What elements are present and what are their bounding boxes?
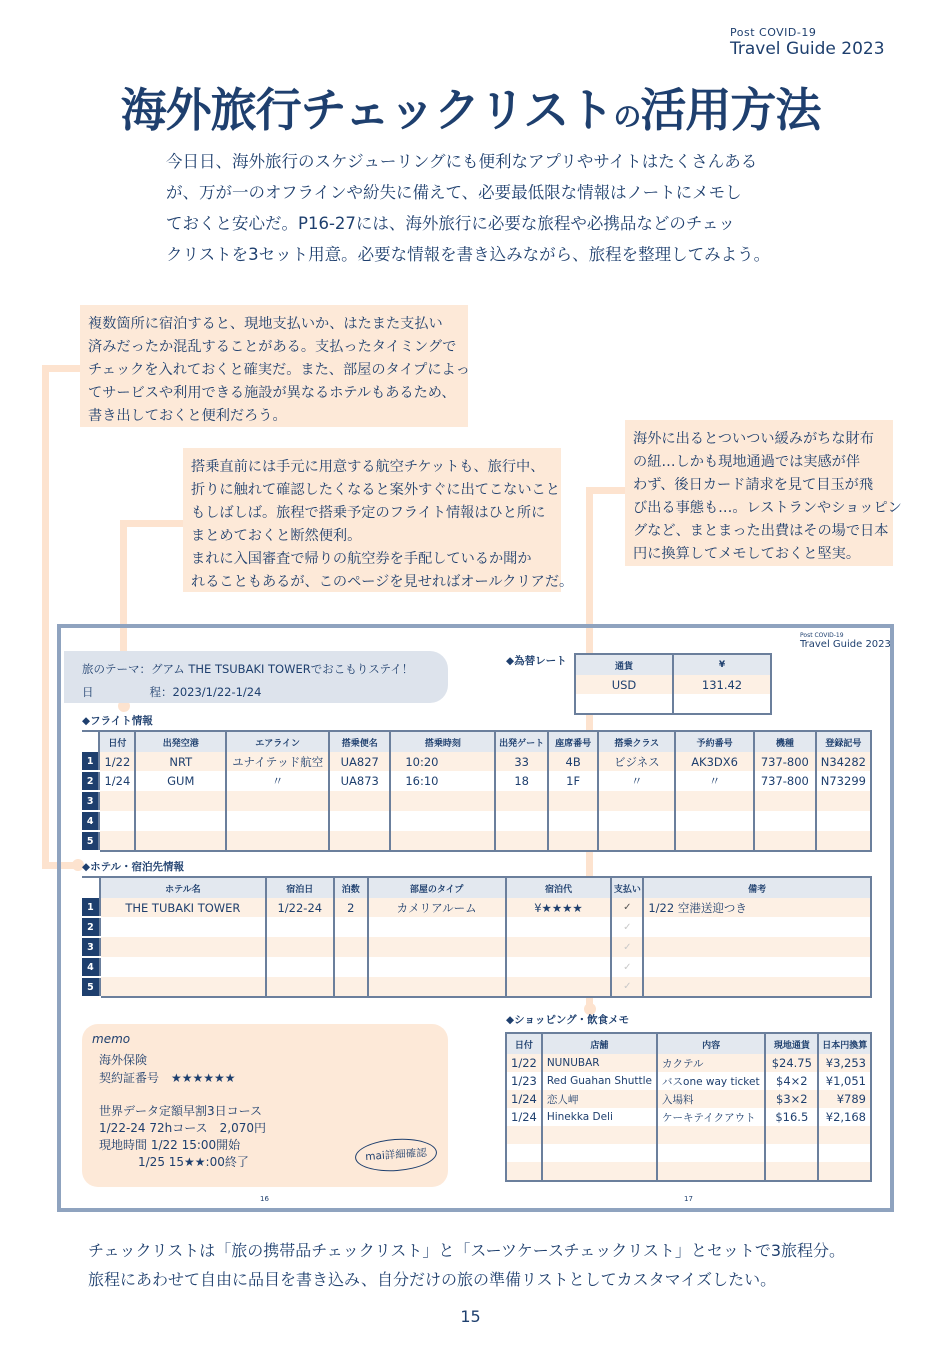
shopping-cell[interactable]: $16.5 (765, 1108, 818, 1126)
callout-shopping (625, 420, 902, 566)
shopping-cell[interactable] (818, 1126, 871, 1144)
rate-row (575, 694, 771, 714)
shopping-cell[interactable] (542, 1144, 657, 1162)
footer-line: チェックリストは「旅の携帯品チェックリスト」と「スーツケースチェックリスト」とセットで3旅程分。 (88, 1241, 846, 1260)
hotel-header: 支払い (611, 877, 643, 898)
paid-checkbox[interactable]: ✓ (611, 977, 643, 997)
hotel-row (82, 957, 871, 977)
rate-cell[interactable] (673, 694, 771, 714)
flight-row (82, 811, 871, 831)
shopping-row (506, 1108, 871, 1126)
rate-cell[interactable]: USD (575, 675, 673, 694)
hotel-cell[interactable] (334, 977, 368, 997)
brand-mark (730, 27, 885, 58)
dates-label-a: 日 (82, 685, 94, 699)
flight-cell[interactable] (675, 791, 754, 811)
rate-header: ¥ (673, 654, 771, 675)
shopping-cell[interactable]: 恋人岬 (542, 1090, 657, 1108)
shopping-row (506, 1162, 871, 1181)
flight-header: エアライン (226, 731, 329, 752)
flight-cell[interactable]: 〃 (675, 771, 754, 791)
hotel-cell[interactable] (643, 957, 871, 977)
hotel-cell[interactable] (100, 977, 266, 997)
flight-section-label: ◆フライト情報 (82, 715, 153, 727)
callout-line: もしばしば。旅程で搭乗予定のフライト情報はひと所に (191, 505, 546, 521)
page-number: 15 (460, 1307, 481, 1326)
sheet-page-left: 16 (260, 1195, 269, 1203)
hotel-row (82, 898, 871, 917)
memo-line: 契約証番号 ★★★★★★ (99, 1071, 236, 1085)
hotel-cell[interactable] (100, 917, 266, 937)
shopping-cell[interactable]: カクテル (657, 1054, 765, 1072)
hotel-cell[interactable] (100, 957, 266, 977)
hotel-cell[interactable]: 1/22-24 (266, 898, 334, 917)
flight-cell[interactable]: 737-800 (754, 771, 816, 791)
hotel-cell[interactable]: ¥★★★★ (506, 898, 612, 917)
flight-cell[interactable]: N73299 (816, 771, 871, 791)
flight-cell[interactable] (816, 811, 871, 831)
title-main: 海外旅行チェックリスト (120, 83, 614, 137)
trip-dates (82, 684, 261, 700)
callout-line: れることもあるが、このページを見せればオールクリアだ。 (191, 574, 574, 590)
flight-cell[interactable] (329, 831, 390, 851)
page-title (0, 74, 941, 140)
shopping-cell[interactable] (765, 1162, 818, 1181)
memo-line: 海外保険 (99, 1053, 148, 1067)
flight-cell[interactable] (390, 791, 495, 811)
intro-line: 今日日、海外旅行のスケジューリングにも便利なアプリやサイトはたくさんある (166, 152, 758, 171)
row-number: 5 (82, 831, 99, 851)
flight-header: 搭乗便名 (329, 731, 390, 752)
dates-value: 2023/1/22-1/24 (172, 685, 262, 699)
hotel-row (82, 917, 871, 937)
hotel-cell[interactable]: 1/22 空港送迎つき (643, 898, 871, 917)
hotel-cell[interactable] (334, 917, 368, 937)
hotel-cell[interactable] (334, 957, 368, 977)
flight-cell[interactable]: GUM (135, 771, 226, 791)
hotel-header: ホテル名 (100, 877, 266, 898)
shopping-cell[interactable]: 1/23 (506, 1072, 542, 1090)
flight-cell[interactable] (99, 791, 135, 811)
brand-line-2: Travel Guide 2023 (730, 39, 885, 59)
hotel-cell[interactable]: カメリアルーム (368, 898, 506, 917)
hotel-table (82, 876, 872, 998)
flight-header: 出発ゲート (495, 731, 547, 752)
callout-line: 済みだったか混乱することがある。支払ったタイミングで (88, 339, 457, 355)
flight-cell[interactable]: 18 (495, 771, 547, 791)
shopping-cell[interactable]: ケーキテイクアウト (657, 1108, 765, 1126)
intro-line: が、万が一のオフラインや紛失に備えて、必要最低限な情報はノートにメモし (166, 183, 742, 202)
shopping-cell[interactable] (542, 1126, 657, 1144)
brand-line-1: Post COVID-19 (730, 26, 817, 39)
callout-line: び出る事態も…。レストランやショッピン (633, 500, 902, 516)
shopping-cell[interactable]: ¥1,051 (818, 1072, 871, 1090)
row-number: 1 (82, 898, 100, 917)
flight-cell[interactable]: ビジネス (598, 752, 675, 771)
memo-line: 1/25 15★★:00終了 (138, 1155, 249, 1169)
trip-theme (82, 661, 413, 677)
flight-cell[interactable]: N34282 (816, 752, 871, 771)
hotel-row (82, 937, 871, 957)
flight-cell[interactable]: NRT (135, 752, 226, 771)
memo-line: 1/22-24 72hコース 2,070円 (99, 1121, 266, 1135)
shopping-row (506, 1054, 871, 1072)
dates-label-b: 程： (149, 685, 173, 699)
flight-table (82, 730, 872, 852)
hotel-header: 宿泊代 (506, 877, 612, 898)
shopping-cell[interactable] (506, 1126, 542, 1144)
hotel-cell[interactable] (368, 957, 506, 977)
hotel-cell[interactable] (368, 937, 506, 957)
shopping-row (506, 1090, 871, 1108)
row-number: 3 (82, 791, 99, 811)
shopping-cell[interactable]: $24.75 (765, 1054, 818, 1072)
hotel-header: 備考 (643, 877, 871, 898)
flight-cell[interactable] (816, 791, 871, 811)
flight-cell[interactable] (329, 791, 390, 811)
rate-row (575, 675, 771, 694)
shopping-cell[interactable]: バスone way ticket (657, 1072, 765, 1090)
flight-cell[interactable] (226, 791, 329, 811)
hotel-cell[interactable]: 2 (334, 898, 368, 917)
flight-row (82, 771, 871, 791)
shopping-cell[interactable]: Hinekka Deli (542, 1108, 657, 1126)
flight-cell[interactable] (390, 831, 495, 851)
flight-header: 座席番号 (548, 731, 599, 752)
shopping-cell[interactable]: ¥789 (818, 1090, 871, 1108)
flight-cell[interactable] (754, 811, 816, 831)
shopping-row (506, 1144, 871, 1162)
memo-title: memo (92, 1032, 131, 1046)
hotel-cell[interactable] (266, 937, 334, 957)
shopping-header: 現地通貨 (765, 1033, 818, 1054)
shopping-section-label: ◆ショッピング・飲食メモ (506, 1014, 630, 1026)
hotel-cell[interactable] (368, 977, 506, 997)
flight-row (82, 791, 871, 811)
connector-flight-horizontal (120, 520, 185, 527)
flight-cell[interactable] (329, 811, 390, 831)
shopping-cell[interactable]: ¥3,253 (818, 1054, 871, 1072)
shopping-cell[interactable]: 1/24 (506, 1090, 542, 1108)
row-number: 4 (82, 957, 100, 977)
footer-paragraph (88, 1236, 845, 1294)
shopping-header: 日本円換算 (818, 1033, 871, 1054)
shopping-cell[interactable] (818, 1162, 871, 1181)
flight-row (82, 752, 871, 771)
shopping-cell[interactable] (657, 1162, 765, 1181)
flight-cell[interactable] (495, 791, 547, 811)
hotel-cell[interactable] (506, 917, 612, 937)
flight-cell[interactable]: 〃 (226, 771, 329, 791)
flight-cell[interactable] (675, 811, 754, 831)
hotel-cell[interactable] (643, 977, 871, 997)
connector-hotel-vertical (42, 365, 49, 868)
flight-cell[interactable]: 4B (548, 752, 599, 771)
flight-cell[interactable]: 737-800 (754, 752, 816, 771)
hotel-cell[interactable] (266, 977, 334, 997)
flight-cell[interactable] (754, 831, 816, 851)
flight-cell[interactable]: 16:10 (390, 771, 495, 791)
flight-header: 搭乗クラス (598, 731, 675, 752)
hotel-cell[interactable] (334, 937, 368, 957)
shopping-cell[interactable]: $4×2 (765, 1072, 818, 1090)
shopping-header: 日付 (506, 1033, 542, 1054)
flight-header: 機種 (754, 731, 816, 752)
shopping-cell[interactable]: 入場料 (657, 1090, 765, 1108)
shopping-cell[interactable] (818, 1144, 871, 1162)
flight-cell[interactable] (548, 831, 599, 851)
sheet-brand-line-1: Post COVID-19 (800, 632, 844, 639)
rate-cell[interactable]: 131.42 (673, 675, 771, 694)
intro-line: ておくと安心だ。P16-27には、海外旅行に必要な旅程や必携品などのチェッ (166, 214, 735, 233)
flight-cell[interactable] (598, 831, 675, 851)
hotel-cell[interactable] (643, 917, 871, 937)
hotel-row (82, 977, 871, 997)
shopping-row (506, 1072, 871, 1090)
hotel-cell[interactable] (368, 917, 506, 937)
flight-cell[interactable] (99, 811, 135, 831)
callout-line: まとめておくと断然便利。 (191, 528, 362, 544)
flight-row (82, 831, 871, 851)
shopping-cell[interactable]: NUNUBAR (542, 1054, 657, 1072)
intro-line: クリストを3セット用意。必要な情報を書き込みながら、旅程を整理してみよう。 (166, 245, 771, 264)
flight-cell[interactable] (754, 791, 816, 811)
shopping-cell[interactable] (506, 1162, 542, 1181)
theme-value: グアム THE TSUBAKI TOWERでおこもりステイ！ (151, 662, 414, 676)
flight-cell[interactable] (495, 811, 547, 831)
callout-line: 円に換算してメモしておくと堅実。 (633, 546, 861, 562)
sheet-page-right: 17 (684, 1195, 693, 1203)
flight-cell[interactable]: UA873 (329, 771, 390, 791)
callout-line: チェックを入れておくと確実だ。また、部屋のタイプによっ (88, 362, 470, 378)
callout-line: 書き出しておくと便利だろう。 (88, 408, 287, 424)
row-number: 2 (82, 917, 100, 937)
flight-cell[interactable] (226, 811, 329, 831)
flight-cell[interactable] (135, 831, 226, 851)
row-number: 3 (82, 937, 100, 957)
callout-line: 複数箇所に宿泊すると、現地支払いか、はたまた支払い (88, 316, 443, 332)
sheet-brand-mark (800, 633, 891, 650)
row-number: 1 (82, 752, 99, 771)
flight-header: 出発空港 (135, 731, 226, 752)
shopping-cell[interactable]: $3×2 (765, 1090, 818, 1108)
row-number: 4 (82, 811, 99, 831)
hotel-cell[interactable]: THE TUBAKI TOWER (100, 898, 266, 917)
hotel-cell[interactable] (643, 937, 871, 957)
callout-line: の紐…しかも現地通過では実感が伴 (633, 454, 861, 470)
sheet-brand-line-2: Travel Guide 2023 (800, 639, 891, 650)
hotel-cell[interactable] (506, 977, 612, 997)
hotel-header: 部屋のタイプ (368, 877, 506, 898)
exchange-rate-table (574, 653, 772, 715)
hotel-section-label: ◆ホテル・宿泊先情報 (82, 861, 185, 873)
rate-header: 通貨 (575, 654, 673, 675)
shopping-cell[interactable] (657, 1144, 765, 1162)
callout-hotel (80, 305, 468, 427)
flight-cell[interactable]: 〃 (598, 771, 675, 791)
shopping-cell[interactable] (765, 1144, 818, 1162)
callout-line: わず、後日カード請求を見て目玉が飛 (633, 477, 874, 493)
shopping-cell[interactable]: ¥2,168 (818, 1108, 871, 1126)
flight-cell[interactable] (226, 831, 329, 851)
hotel-cell[interactable] (266, 917, 334, 937)
shopping-header: 店舗 (542, 1033, 657, 1054)
shopping-cell[interactable] (542, 1162, 657, 1181)
flight-cell[interactable] (675, 831, 754, 851)
flight-cell[interactable] (390, 811, 495, 831)
flight-cell[interactable] (816, 831, 871, 851)
memo-stamp: mai詳細確認 (354, 1136, 438, 1174)
flight-cell[interactable] (135, 811, 226, 831)
callout-line: 搭乗直前には手元に用意する航空チケットも、旅行中、 (191, 459, 545, 475)
hotel-cell[interactable] (506, 937, 612, 957)
shopping-cell[interactable]: 1/22 (506, 1054, 542, 1072)
shopping-row (506, 1126, 871, 1144)
flight-cell[interactable] (495, 831, 547, 851)
flight-cell[interactable] (598, 811, 675, 831)
shopping-cell[interactable] (506, 1144, 542, 1162)
paid-checkbox[interactable]: ✓ (611, 957, 643, 977)
hotel-header: 泊数 (334, 877, 368, 898)
callout-line: まれに入国審査で帰りの航空券を手配しているか聞か (191, 551, 532, 567)
flight-cell[interactable] (548, 791, 599, 811)
flight-cell[interactable]: AK3DX6 (675, 752, 754, 771)
callout-line: 海外に出るとついつい緩みがちな財布 (633, 431, 874, 447)
intro-paragraph (166, 146, 806, 270)
flight-header: 搭乗時刻 (390, 731, 495, 752)
memo-box (82, 1024, 448, 1187)
shopping-header: 内容 (657, 1033, 765, 1054)
flight-cell[interactable]: 10:20 (390, 752, 495, 771)
hotel-cell[interactable] (506, 957, 612, 977)
flight-cell[interactable]: 1/22 (99, 752, 135, 771)
shopping-cell[interactable] (657, 1126, 765, 1144)
flight-cell[interactable] (135, 791, 226, 811)
flight-cell[interactable]: ユナイテッド航空 (226, 752, 329, 771)
hotel-header: 宿泊日 (266, 877, 334, 898)
shopping-cell[interactable]: 1/24 (506, 1108, 542, 1126)
hotel-cell[interactable] (266, 957, 334, 977)
memo-line: 現地時間 1/22 15:00開始 (99, 1138, 241, 1152)
footer-line: 旅程にあわせて自由に品目を書き込み、自分だけの旅の準備リストとしてカスタマイズしたい。 (88, 1270, 777, 1289)
flight-header: 登録記号 (816, 731, 871, 752)
row-number: 2 (82, 771, 99, 791)
rate-cell[interactable] (575, 694, 673, 714)
callout-line: グなど、まとまった出費はその場で日本 (633, 523, 889, 539)
callout-line: てサービスや利用できる施設が異なるホテルもあるため、 (88, 385, 456, 401)
shopping-cell[interactable] (765, 1126, 818, 1144)
memo-line: 世界データ定額早割3日コース (99, 1104, 263, 1118)
row-number: 5 (82, 977, 100, 997)
shopping-table (505, 1032, 872, 1182)
flight-cell[interactable]: 1/24 (99, 771, 135, 791)
flight-cell[interactable]: UA827 (329, 752, 390, 771)
hotel-cell[interactable] (100, 937, 266, 957)
flight-header: 日付 (99, 731, 135, 752)
shopping-cell[interactable]: Red Guahan Shuttle (542, 1072, 657, 1090)
flight-cell[interactable]: 33 (495, 752, 547, 771)
paid-checkbox[interactable]: ✓ (611, 917, 643, 937)
callout-line: 折りに触れて確認したくなると案外すぐに出てこないこと (191, 482, 560, 498)
flight-cell[interactable] (598, 791, 675, 811)
paid-checkbox[interactable]: ✓ (611, 937, 643, 957)
flight-cell[interactable] (99, 831, 135, 851)
title-end: 活用方法 (640, 83, 821, 137)
flight-header: 予約番号 (675, 731, 754, 752)
theme-label: 旅のテーマ： (82, 662, 151, 676)
flight-cell[interactable]: 1F (548, 771, 599, 791)
flight-cell[interactable] (548, 811, 599, 831)
callout-flight (183, 448, 574, 592)
rate-section-label: ◆為替レート (506, 655, 567, 667)
title-particle: の (613, 100, 641, 133)
paid-checkbox[interactable]: ✓ (611, 898, 643, 917)
trip-theme-box (64, 651, 448, 703)
